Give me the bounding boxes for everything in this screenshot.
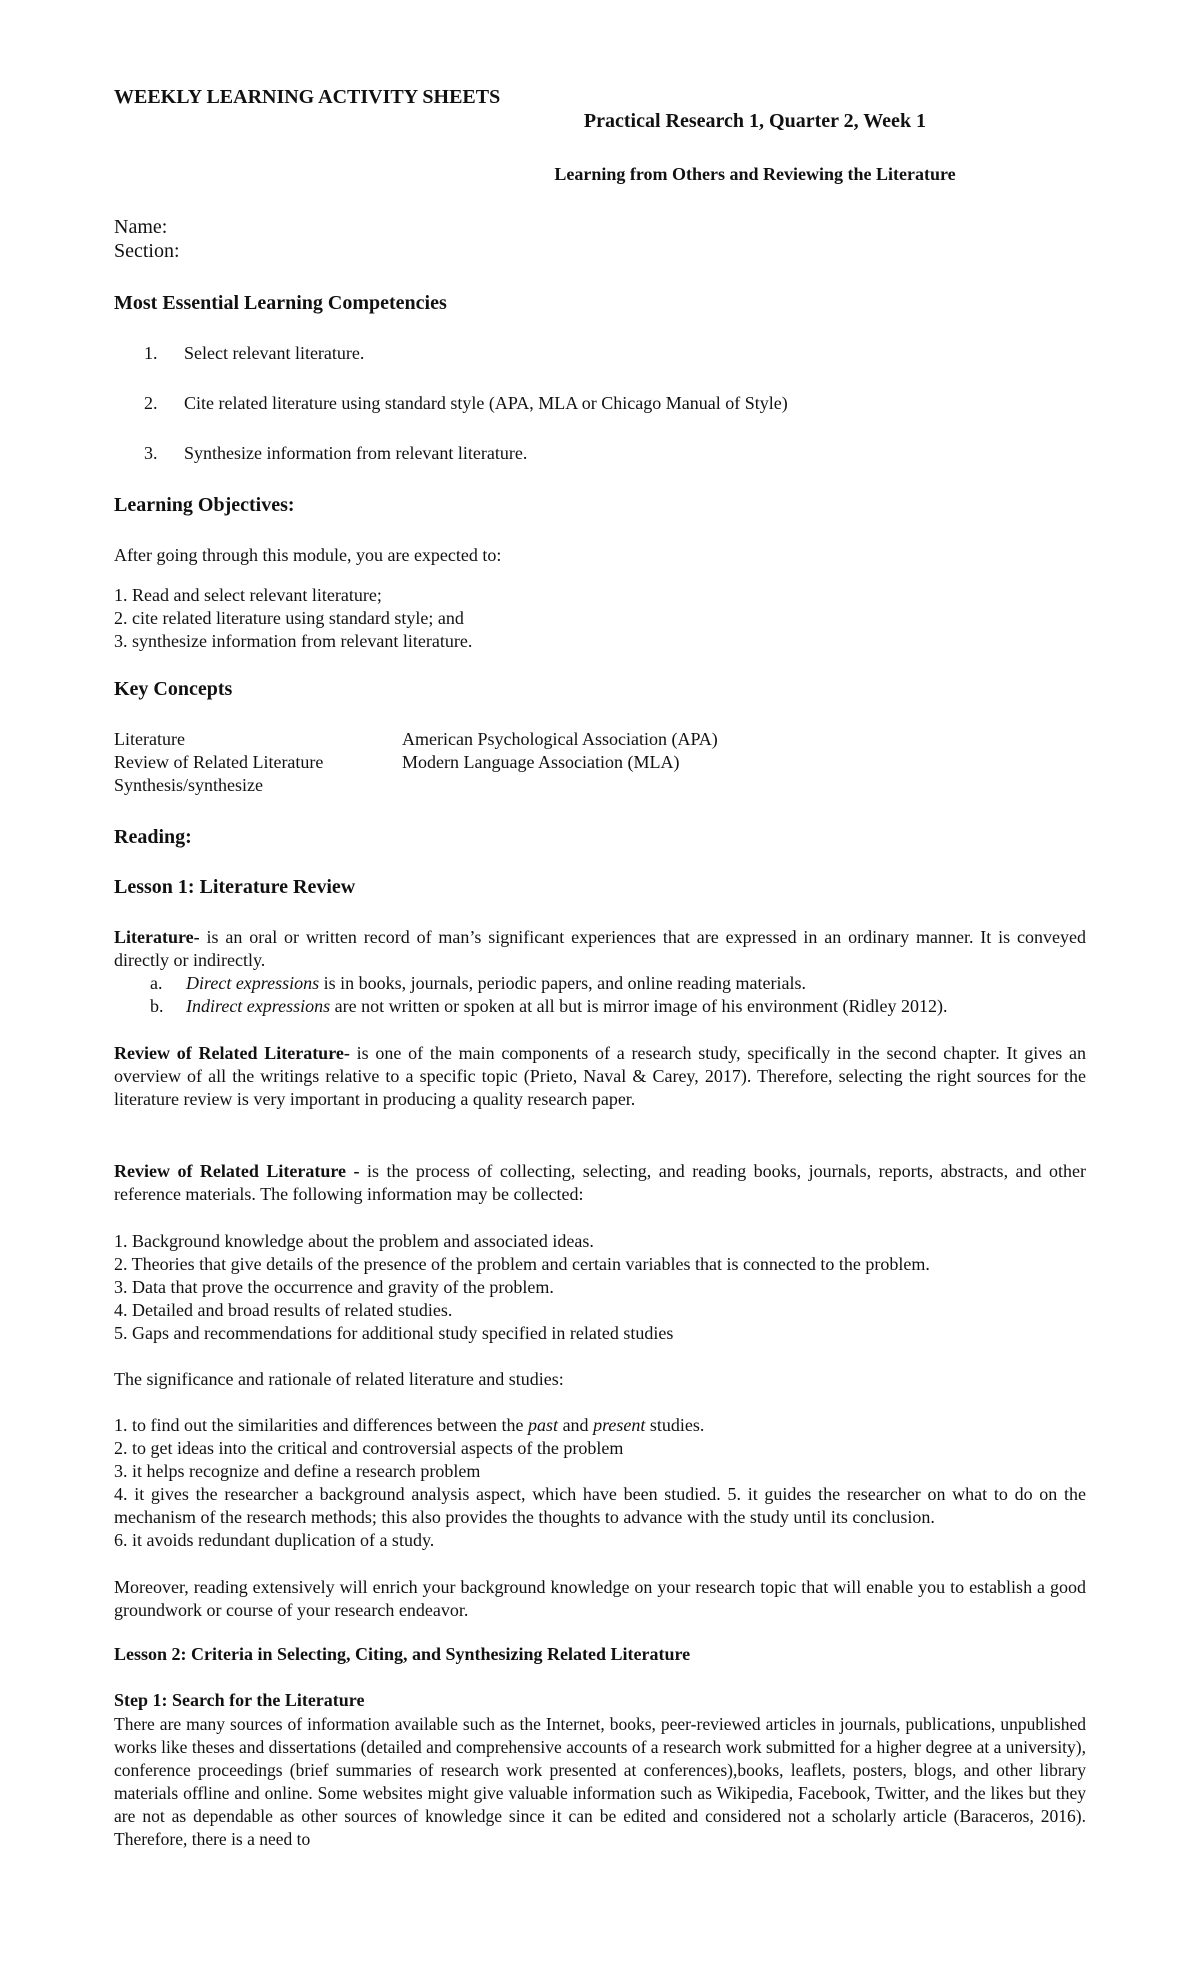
- lesson1-heading: Lesson 1: Literature Review: [114, 876, 356, 898]
- reading-heading: Reading:: [114, 826, 192, 848]
- step1-heading: Step 1: Search for the Literature: [114, 1690, 365, 1710]
- significance-item: 6. it avoids redundant duplication of a study.: [114, 1530, 435, 1550]
- collected-item: 3. Data that prove the occurrence and gravity of the problem.: [114, 1277, 554, 1297]
- key-concept-right: Modern Language Association (MLA): [402, 752, 680, 772]
- rrl-definition-1: Review of Related Literature- is one of the main components of a research study, specifically in the second chapter. It gives an overview of all the writings relative to a specific topic (Prieto, Naval & Carey, 2017). Therefore, selecting the right sources for the literature review is very important in producing a quality research paper.: [114, 1043, 1086, 1109]
- name-label: Name:: [114, 216, 168, 238]
- objectives-intro: After going through this module, you are expected to:: [114, 545, 502, 565]
- step1-paragraph: There are many sources of information available such as the Internet, books, peer-reviewed articles in journals, publications, unpublished works like theses and dissertations (detailed and comprehensive accounts of a research work submitted for a higher degree at a university), conference proceedings (brief summaries of research work presented at conferences),books, leaflets, posters, blogs, and other library materials offline and online. Some websites might give valuable information such as Wikipedia, Facebook, Twitter, and the likes but they are not as dependable as other sources of knowledge since it can be edited and considered not a scholarly article (Baraceros, 2016). Therefore, there is a need to: [114, 1714, 1086, 1849]
- collected-item: 1. Background knowledge about the problem and associated ideas.: [114, 1231, 594, 1251]
- significance-item: 2. to get ideas into the critical and controversial aspects of the problem: [114, 1438, 624, 1458]
- significance-item: 4. it gives the researcher a background analysis aspect, which have been studied. 5. it guides the researcher on what to do on the mechanism of the research methods; this also provides the thoughts to advance with the study until its conclusion.: [114, 1484, 1086, 1527]
- key-concept-left: Synthesis/synthesize: [114, 775, 263, 795]
- collected-item: 4. Detailed and broad results of related studies.: [114, 1300, 453, 1320]
- competency-item: 1. Select relevant literature.: [144, 343, 365, 363]
- key-concept-left: Review of Related Literature: [114, 752, 324, 772]
- competency-item: 3. Synthesize information from relevant literature.: [144, 443, 528, 463]
- competencies-heading: Most Essential Learning Competencies: [114, 292, 447, 314]
- objective-item: 3. synthesize information from relevant literature.: [114, 631, 473, 651]
- document-title: WEEKLY LEARNING ACTIVITY SHEETS: [114, 86, 501, 108]
- key-concepts-heading: Key Concepts: [114, 678, 233, 700]
- moreover-paragraph: Moreover, reading extensively will enrich your background knowledge on your research topic that will enable you to establish a good groundwork or course of your research endeavor.: [114, 1577, 1086, 1620]
- competency-item: 2. Cite related literature using standard style (APA, MLA or Chicago Manual of Style): [144, 393, 788, 413]
- significance-intro: The significance and rationale of related literature and studies:: [114, 1369, 564, 1389]
- objectives-heading: Learning Objectives:: [114, 494, 295, 516]
- document-topic: Learning from Others and Reviewing the Literature: [554, 164, 956, 184]
- key-concept-left: Literature: [114, 729, 185, 749]
- objective-item: 2. cite related literature using standard style; and: [114, 608, 464, 628]
- document-page: [114, 0, 1086, 1976]
- rrl-definition-2: Review of Related Literature - is the process of collecting, selecting, and reading books, journals, reports, abstracts, and other reference materials. The following information may be collected:: [114, 1161, 1086, 1204]
- section-label: Section:: [114, 240, 180, 262]
- key-concept-right: American Psychological Association (APA): [402, 729, 718, 749]
- objective-item: 1. Read and select relevant literature;: [114, 585, 382, 605]
- literature-definition: Literature- is an oral or written record of man’s significant experiences that are expressed in an ordinary manner. It is conveyed directly or indirectly.: [114, 927, 1086, 970]
- literature-sub-b: b. Indirect expressions are not written or spoken at all but is mirror image of his environment (Ridley 2012).: [150, 996, 948, 1016]
- lesson2-heading: Lesson 2: Criteria in Selecting, Citing, and Synthesizing Related Literature: [114, 1644, 691, 1664]
- significance-item: 3. it helps recognize and define a research problem: [114, 1461, 481, 1481]
- collected-item: 2. Theories that give details of the presence of the problem and certain variables that is connected to the problem.: [114, 1254, 930, 1274]
- document-subtitle: Practical Research 1, Quarter 2, Week 1: [583, 110, 927, 132]
- literature-sub-a: a. Direct expressions is in books, journals, periodic papers, and online reading materials.: [150, 973, 807, 993]
- significance-item: 1. to find out the similarities and differences between the past and present studies.: [114, 1415, 705, 1435]
- collected-item: 5. Gaps and recommendations for additional study specified in related studies: [114, 1323, 674, 1343]
